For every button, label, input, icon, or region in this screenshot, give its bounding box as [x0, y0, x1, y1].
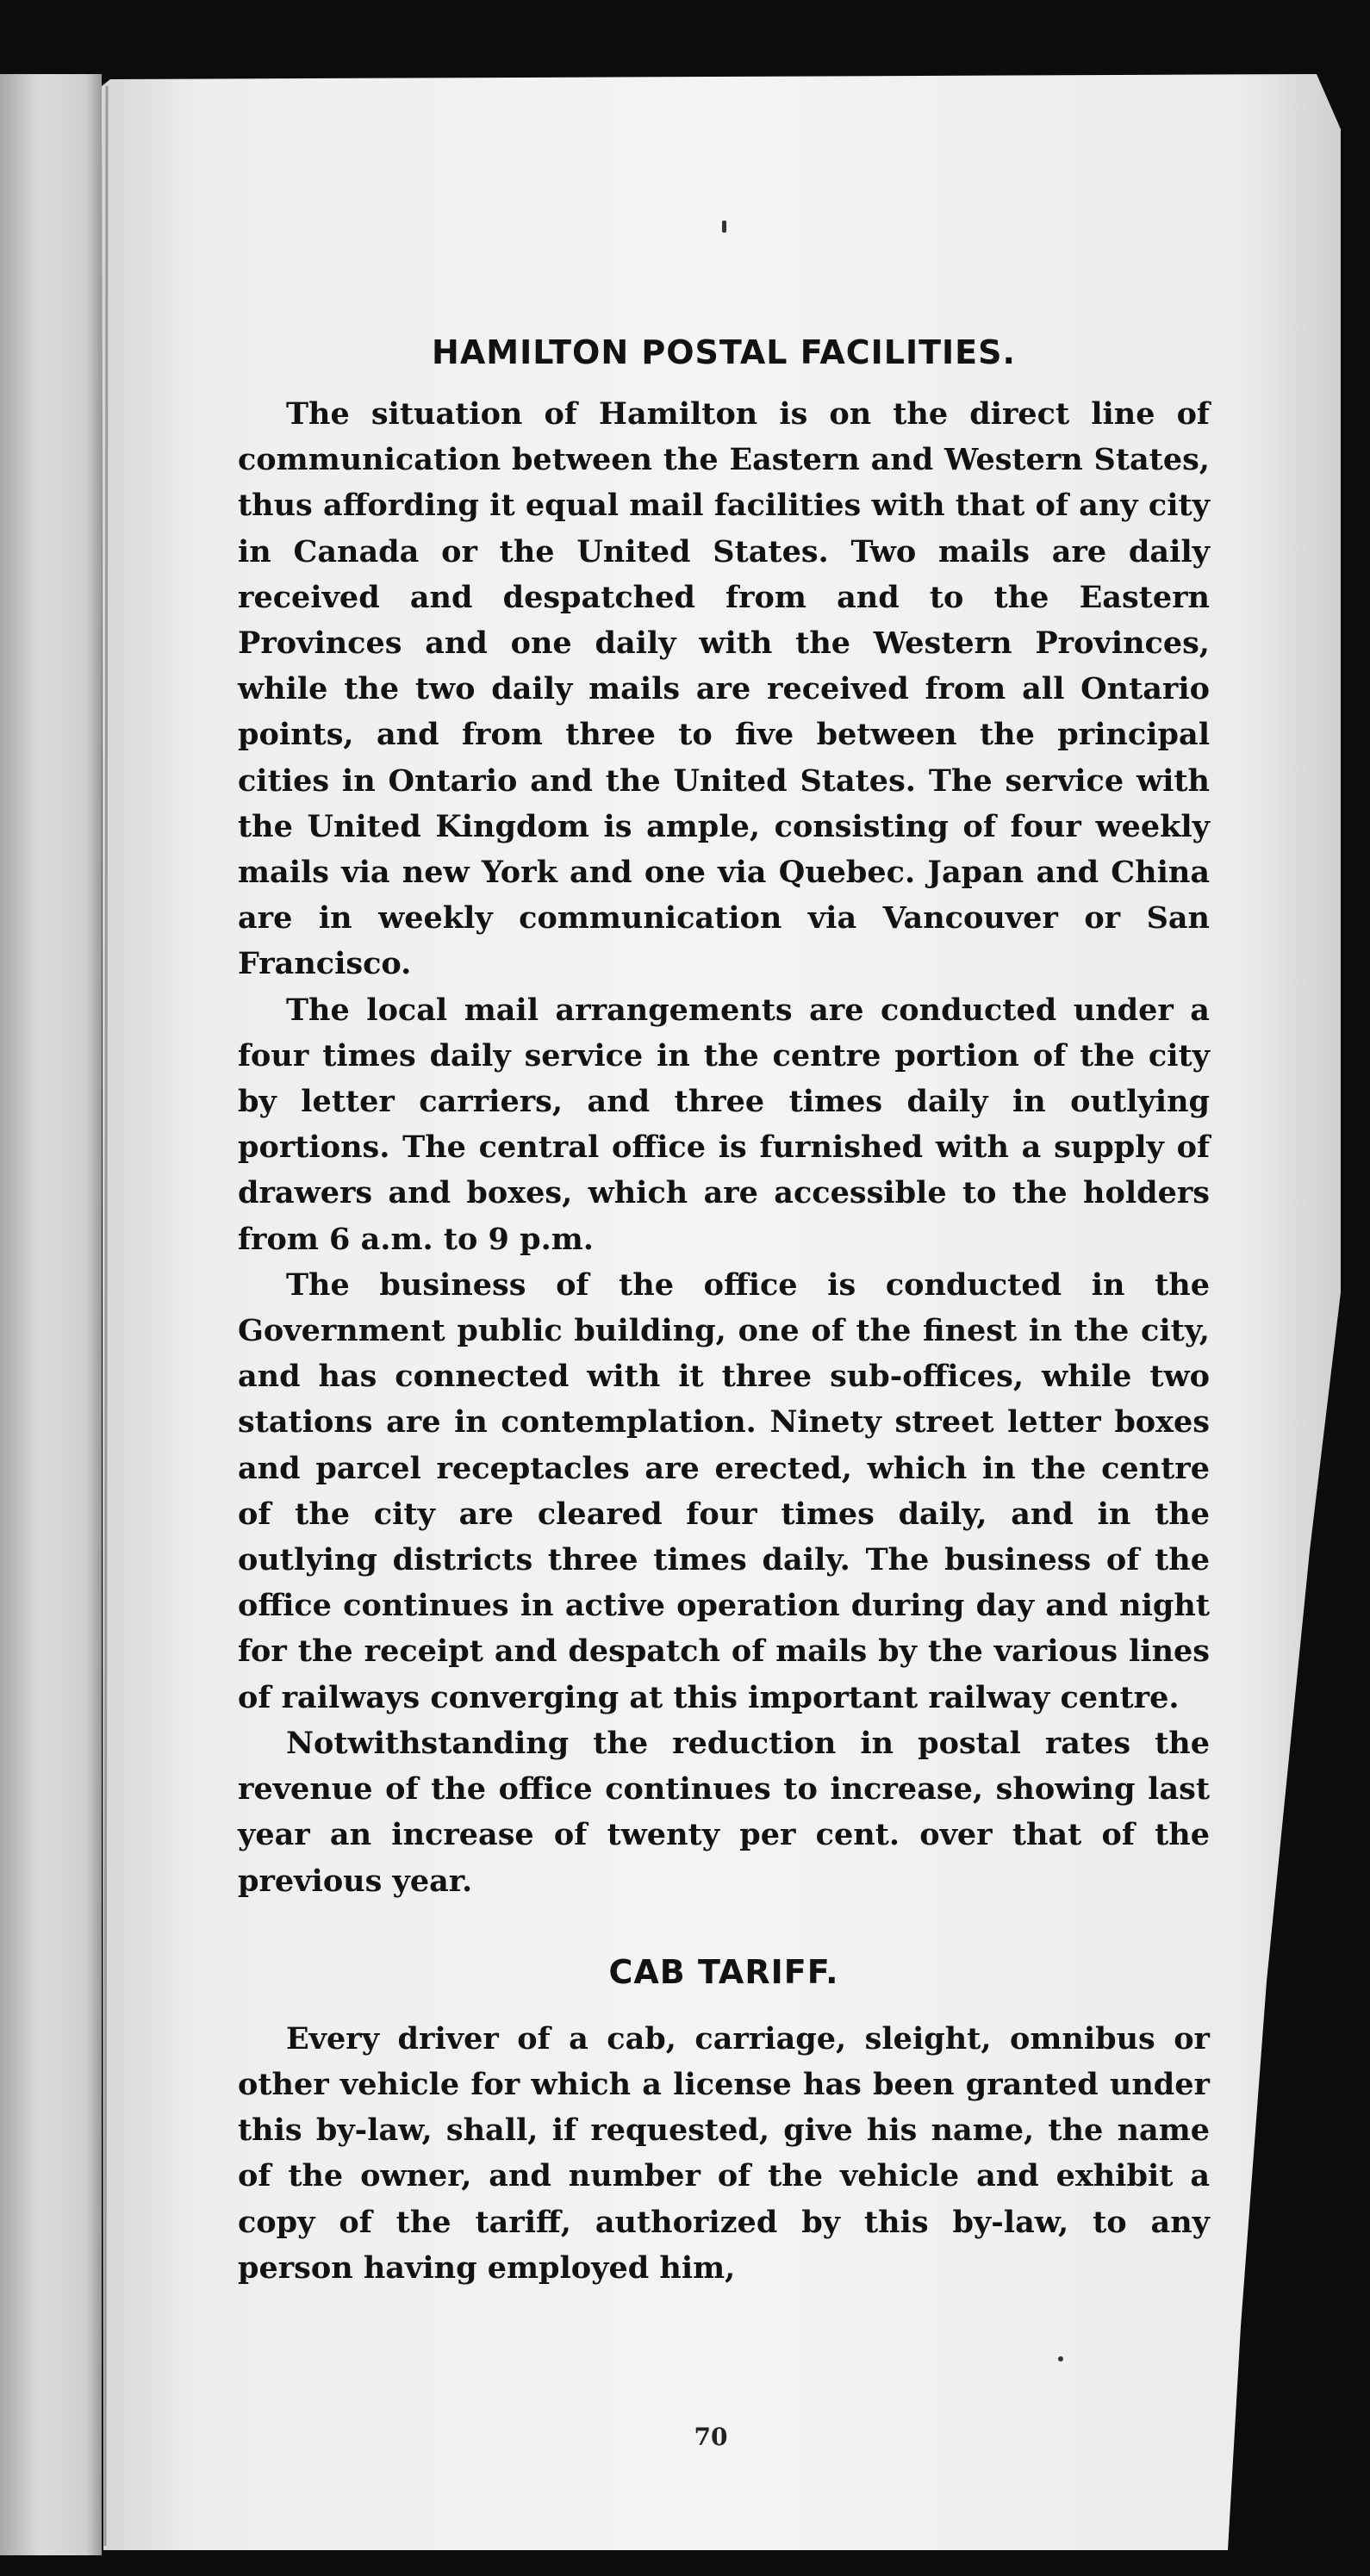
section-heading-cab: CAB TARIFF. — [608, 1952, 839, 1991]
page-content — [238, 327, 1210, 2291]
paragraph: Every driver of a cab, carriage, sleight, omnibus or other vehicle for which a license has been granted under this by-law, shall, if requested, give his name, the name of the owner, and number of the vehicle and exhibit a copy of the tariff, authorized by this by-law, to any person having employed him, — [238, 2020, 1210, 2286]
section-heading-postal: HAMILTON POSTAL FACILITIES. — [432, 333, 1016, 371]
speck-mark — [722, 221, 726, 233]
paragraph: The local mail arrangements are conducted under a four times daily service in the centre portion of the city by letter carriers, and three times daily in outlying portions. The central office is furnished with a supply of drawers and boxes, which are accessible to the holders from 6 a.m. to 9 p.m. — [238, 992, 1210, 1257]
paragraph: Notwithstanding the reduction in postal rates the revenue of the office continues to increase, showing last year an increase of twenty per cent. over that of the previous year. — [238, 1725, 1210, 1899]
paragraph: The business of the office is conducted in the Government public building, one of the finest in the city, and has connected with it three sub-offices, while two stations are in contemplation. Ninety street letter boxes and parcel receptacles are erected, which in the centre of the city are cleared four times daily, and in the outlying districts three times daily. The business of the office continues in active operation during day and night for the receipt and despatch of mails by the various lines of railways converging at this important railway centre. — [238, 1266, 1210, 1715]
paragraph: The situation of Hamilton is on the direct line of communication between the Eastern and Western States, thus affording it equal mail facilities with that of any city in Canada or the United States. Two mails are daily received and despatched from and to the Eastern Provinces and one daily with the Western Provinces, while the two daily mails are received from all Ontario points, and from three to five between the principal cities in Ontario and the United States. The service with the United Kingdom is ample, consisting of four weekly mails via new York and one via Quebec. Japan and China are in weekly communication via Vancouver or San Francisco. — [238, 396, 1210, 982]
speck-mark — [1058, 2356, 1063, 2361]
page-number: 70 — [694, 2423, 728, 2451]
